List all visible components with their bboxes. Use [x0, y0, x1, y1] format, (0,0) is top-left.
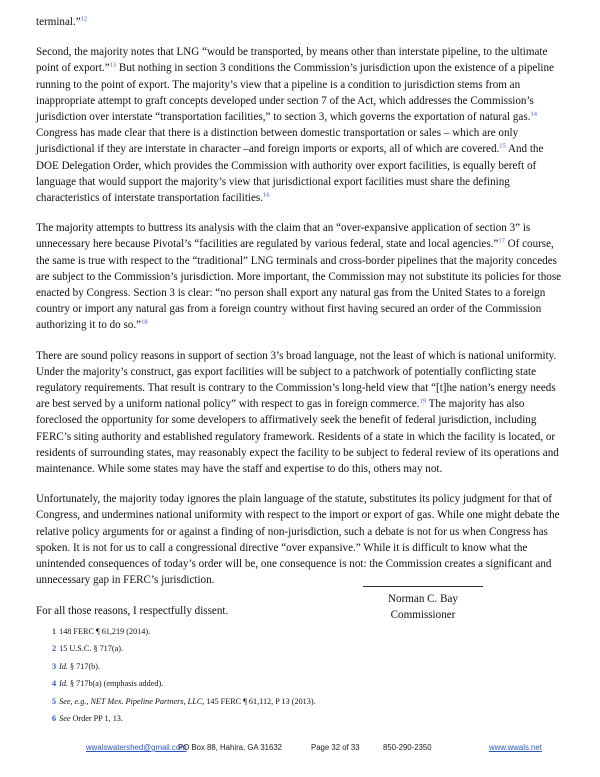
- footnote-text: 148 FERC ¶ 61,219 (2014).: [59, 627, 151, 636]
- footnote-ref[interactable]: 17: [498, 237, 505, 245]
- footnote-text: § 717(b).: [67, 661, 101, 671]
- footnote-item: [52, 626, 552, 643]
- footnote-text: Order PP 1, 13.: [70, 713, 123, 723]
- footnote-ref[interactable]: 18: [141, 318, 148, 326]
- footnote-ref[interactable]: 15: [499, 142, 506, 150]
- paragraph-text: Of course, the same is true with respect to the “traditional” LNG terminals and cross-border pipelines that the majority concedes are subject to the Commission’s jurisdiction. More important, the Commission may not substitute its policies for those enacted by Congress. Section 3 is clear: “no person shall export any natural gas from the United States to a foreign country or import any natural gas from a foreign country without first having secured an order of the Commission authorizing it to do so.”: [36, 238, 562, 332]
- body-text: [36, 14, 566, 633]
- footnote-ref[interactable]: 13: [109, 61, 117, 69]
- paragraph-text: Unfortunately, the majority today ignores the plain language of the statute, substitutes its policy judgment for that of Congress, and undermines national uniformity with respect to the import or export of gas. While one might debate the relative policy arguments for or against a finding of non-jurisdiction, such a debate is not for us when Congress has spoken. It is not for us to call a congressional directive “over expansive.” While it is difficult to know what the unintended consequences of today’s order will be, one consequence is not: the Commission creates a significant and unnecessary gap in FERC’s jurisdiction.: [36, 493, 560, 587]
- paragraph-text: But nothing in section 3 conditions the Commission’s jurisdiction upon the existence of a pipeline running to the point of export. The majority’s view that a pipeline is a condition to jurisdiction stems from an inappropriate attempt to graft concepts developed under section 7 of the Act, which addresses the Commission’s jurisdiction over interstate “transportation facilities,” to section 3, which governs the exportation of natural gas.: [36, 62, 554, 124]
- footer-email-link[interactable]: wwalswatershed@gmail.com: [86, 743, 187, 752]
- paragraph-conclusion: [36, 491, 566, 588]
- paragraph-continuation: [36, 14, 566, 30]
- signer-name: Norman C. Bay: [388, 593, 458, 605]
- footnote-italic: See, e.g., NET Mex. Pipeline Partners, LLC,: [59, 696, 205, 706]
- paragraph-pipeline: [36, 44, 566, 206]
- paragraph-text: The majority attempts to buttress its analysis with the claim that an “over-expansive application of section 3” is unnecessary here because Pivotal’s “facilities are regulated by various federal, state and local agencies.”: [36, 222, 531, 251]
- footer-phone: 850-290-2350: [383, 743, 432, 752]
- footer-website-link[interactable]: www.wwals.net: [489, 743, 542, 752]
- paragraph-text: The majority has also foreclosed the opportunity for some developers to affirmatively seek the benefit of federal jurisdiction, including FERC’s siting authority and established regulatory framework. Residents of a state in which the facility is located, or residents of surrounding states, may reasonably expect the facility to be subject to federal review of its operations and maintenance. While some states may have the staff and expertise to do this, others may not.: [36, 398, 559, 476]
- paragraph-text: There are sound policy reasons in support of section 3’s broad language, not the least of which is national uniformity. Under the majority’s construct, gas export facilities will be subject to a patchwork of potentially conflicting state regulatory requirements. That result is contrary to the Commission’s long-held view that “[t]he nation’s energy needs are best served by a uniform national policy” with respect to gas in foreign commerce.: [36, 349, 557, 411]
- footnote-text: 145 FERC ¶ 61,112, P 13 (2013).: [204, 696, 316, 706]
- footnote-number[interactable]: 6: [52, 713, 57, 723]
- footnote-item: [52, 678, 552, 695]
- signature-block: [363, 586, 483, 623]
- footnote-text: 15 U.S.C. § 717(a).: [59, 644, 123, 654]
- paragraph-text: For all those reasons, I respectfully dissent.: [36, 604, 229, 617]
- paragraph-text: And the DOE Delegation Order, which provides the Commission with authority over export facilities, is equally bereft of language that would support the majority’s view that jurisdictional export facilities must share the defining characteristics of interstate transportation facilities.: [36, 143, 544, 205]
- footnote-italic: See: [59, 713, 71, 723]
- page-footer: [0, 743, 600, 757]
- footnote-item: [52, 661, 552, 678]
- footnote-ref[interactable]: 19: [419, 397, 427, 405]
- paragraph-overexpansive: [36, 220, 566, 333]
- paragraph-text: terminal.”: [36, 16, 81, 28]
- footnote-text: § 717b(a) (emphasis added).: [67, 679, 164, 689]
- footnote-number[interactable]: 2: [52, 644, 57, 654]
- footer-page-number: Page 32 of 33: [311, 743, 360, 752]
- footnote-number[interactable]: 3: [52, 661, 57, 671]
- footnote-number[interactable]: 4: [52, 679, 57, 689]
- footnote-number[interactable]: 5: [52, 696, 57, 706]
- footnote-ref[interactable]: 16: [263, 191, 270, 199]
- paragraph-uniformity: [36, 348, 566, 478]
- signature-line: [363, 586, 483, 587]
- paragraph-text: Second, the majority notes that LNG “would be transported, by means other than interstate pipeline, to the ultimate point of export.”: [36, 46, 548, 75]
- footnote-item: [52, 713, 552, 730]
- footnote-italic: Id.: [59, 679, 68, 689]
- footnote-number[interactable]: 1: [52, 627, 57, 636]
- footer-address: PO Box 88, Hahira, GA 31632: [178, 743, 283, 752]
- footnote-item: [52, 643, 552, 660]
- footnote-ref[interactable]: 14: [530, 110, 537, 118]
- footnote-ref[interactable]: 12: [80, 15, 88, 23]
- footnote-italic: Id.: [59, 661, 68, 671]
- paragraph-dissent: [36, 603, 566, 619]
- signer-title: Commissioner: [390, 609, 456, 622]
- footnote-item: [52, 696, 552, 713]
- footnotes-list: [52, 626, 552, 730]
- paragraph-text: Congress has made clear that there is a distinction between domestic transportation or sales – which are only jurisdictional if they are interstate in character –and foreign imports or exports, all of which are covered.: [36, 127, 519, 156]
